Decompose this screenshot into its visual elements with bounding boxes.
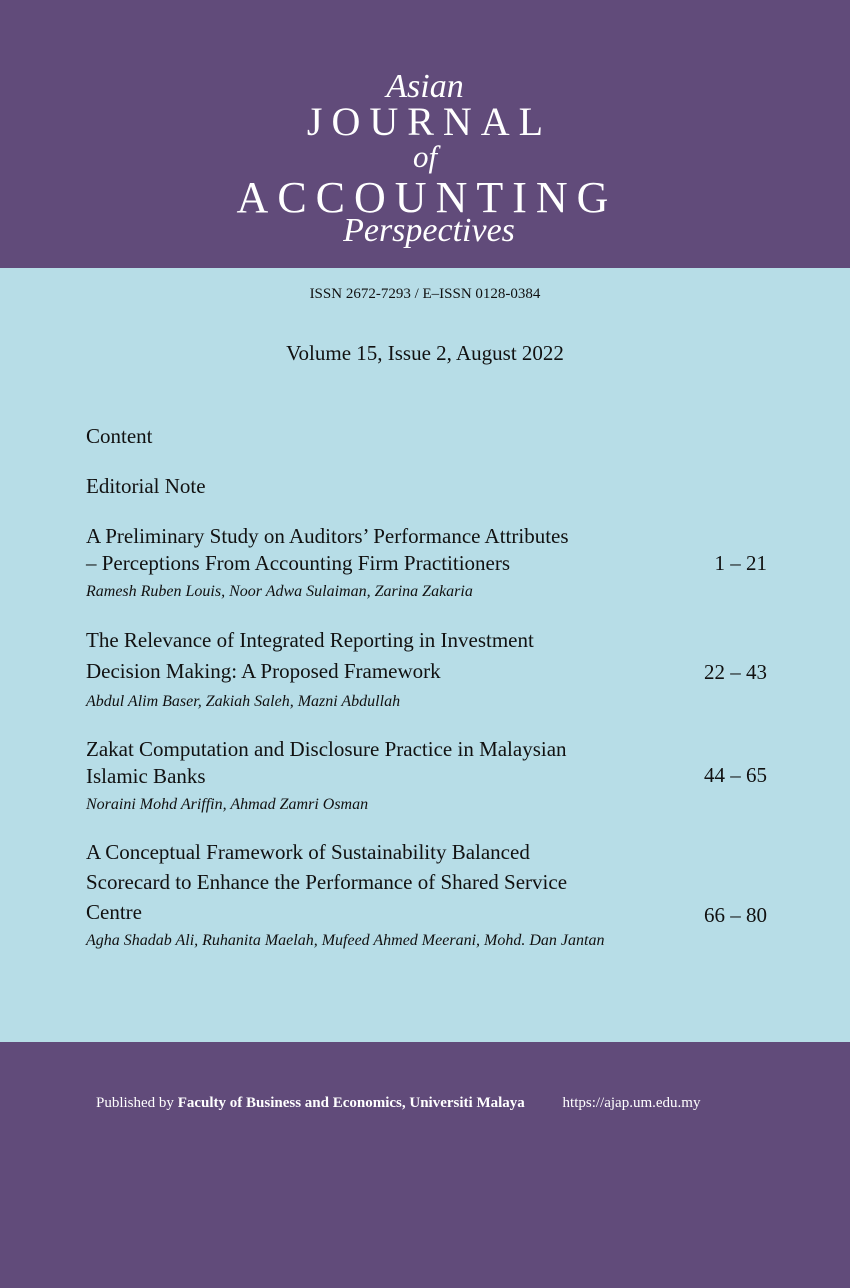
- article-title-line: A Conceptual Framework of Sustainability Balanced: [86, 840, 530, 864]
- article-title[interactable]: [86, 625, 666, 687]
- article-title-line: Zakat Computation and Disclosure Practice in Malaysian: [86, 737, 567, 761]
- content-heading: Content: [86, 424, 153, 448]
- article-title[interactable]: [86, 523, 666, 577]
- article-authors: Abdul Alim Baser, Zakiah Saleh, Mazni Abdullah: [86, 693, 401, 710]
- article-title-line: The Relevance of Integrated Reporting in Investment: [86, 628, 534, 652]
- article-title[interactable]: [86, 837, 666, 927]
- masthead-journal: JOURNAL: [306, 99, 553, 144]
- article-title-line: Islamic Banks: [86, 764, 206, 788]
- masthead-asian: Asian: [386, 68, 464, 105]
- masthead-accounting: ACCOUNTING: [236, 173, 618, 222]
- article-pages: 44 – 65: [704, 763, 767, 787]
- published-by-label: Published by: [96, 1095, 174, 1111]
- volume-line: Volume 15, Issue 2, August 2022: [286, 341, 564, 365]
- article-authors: Noraini Mohd Ariffin, Ahmad Zamri Osman: [86, 796, 369, 813]
- article-pages: 1 – 21: [714, 551, 767, 575]
- article-authors: Ramesh Ruben Louis, Noor Adwa Sulaiman, Zarina Zakaria: [86, 583, 473, 600]
- publisher-name: Faculty of Business and Economics, Universiti Malaya: [177, 1095, 525, 1111]
- publisher-footer: [96, 1095, 700, 1112]
- issn-line: ISSN 2672-7293 / E–ISSN 0128-0384: [309, 286, 541, 302]
- masthead-perspectives: Perspectives: [343, 212, 515, 249]
- footer-band: [0, 1042, 850, 1288]
- article-pages: 22 – 43: [704, 660, 767, 684]
- article-title[interactable]: [86, 736, 666, 790]
- article-title-line: Centre: [86, 900, 142, 924]
- article-authors: Agha Shadab Ali, Ruhanita Maelah, Mufeed Ahmed Meerani, Mohd. Dan Jantan: [86, 932, 605, 949]
- article-title-line: – Perceptions From Accounting Firm Practitioners: [86, 551, 511, 575]
- article-title-line: Decision Making: A Proposed Framework: [86, 659, 441, 683]
- editorial-note[interactable]: Editorial Note: [86, 474, 206, 498]
- masthead-of: of: [412, 139, 438, 174]
- article-pages: 66 – 80: [704, 903, 767, 927]
- journal-masthead: [0, 0, 850, 268]
- article-title-line: A Preliminary Study on Auditors’ Performance Attributes: [86, 524, 569, 548]
- journal-url-link[interactable]: https://ajap.um.edu.my: [562, 1095, 701, 1111]
- article-title-line: Scorecard to Enhance the Performance of Shared Service: [86, 870, 568, 894]
